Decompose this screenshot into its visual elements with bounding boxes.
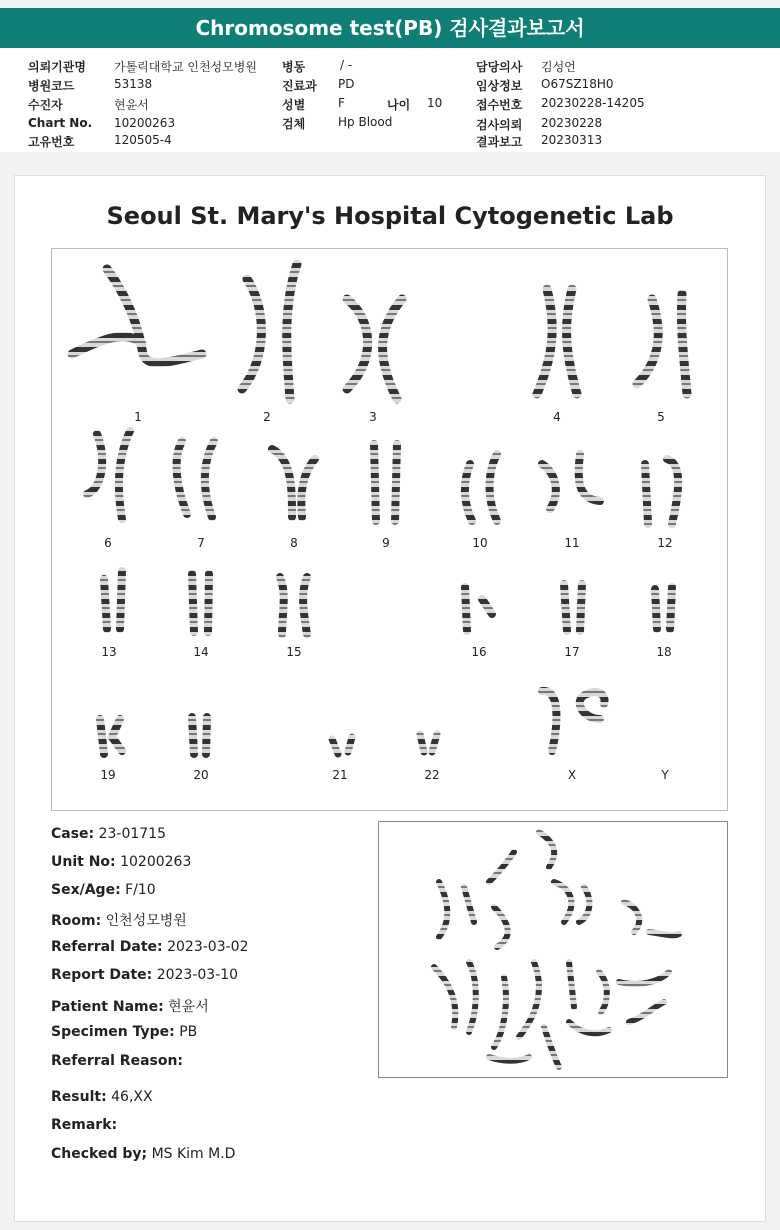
chromosome-pairs [72,264,687,754]
chromosome-label-3: 3 [369,410,377,424]
header-value: 현윤서 [114,98,149,112]
chromosome-label-10: 10 [472,536,488,550]
header-label: 임상정보 [476,79,523,93]
header-value: O67SZ18H0 [541,77,614,91]
chromosome-label-5: 5 [657,410,665,424]
referral-date-value: 2023-03-02 [167,939,249,955]
report-title: Chromosome test(PB) 검사결과보고서 [0,8,780,48]
header-label: 검체 [282,117,306,131]
header-value: 김성언 [541,60,576,74]
specimen-value: PB [179,1024,198,1040]
chromosome-label-13: 13 [101,645,117,659]
report-date-label: Report Date: [51,967,153,983]
chromosome-label-16: 16 [471,645,487,659]
case-label: Case: [51,826,95,842]
chromosome-label-2: 2 [263,410,271,424]
referral-date-label: Referral Date: [51,939,163,955]
chromosome-label-9: 9 [382,536,390,550]
room-value: 인천성모병원 [105,913,187,929]
chromosome-label-4: 4 [553,410,561,424]
header-value: 10200263 [114,116,176,130]
chromosome-label-12: 12 [657,536,673,550]
report-card [14,175,766,1222]
karyogram-figure [52,249,727,810]
specimen-label: Specimen Type: [51,1024,175,1040]
result-value: 46,XX [111,1089,153,1105]
header-value: 20230228-14205 [541,96,645,110]
header-value: 120505-4 [114,133,172,147]
header-label: 고유번호 [28,135,75,149]
header-label: 병원코드 [28,79,75,93]
header-value: F [338,96,345,110]
chromosome-label-x: X [567,768,577,782]
result-label: Result: [51,1089,107,1105]
lab-title: Seoul St. Mary's Hospital Cytogenetic Lab [106,202,674,230]
header-label: 나이 [387,98,411,112]
chromosome-labels [100,410,672,782]
header-label: 담당의사 [476,60,523,74]
header-value: 10 [427,96,443,110]
referral-reason-label: Referral Reason: [51,1053,184,1069]
header-label: 검사의뢰 [476,118,523,132]
header-label: 성별 [282,98,306,112]
report-date-value: 2023-03-10 [156,967,239,983]
metaphase-chromosomes [434,832,679,1067]
metaphase-image [378,821,728,1078]
chromosome-label-17: 17 [564,645,580,659]
case-value: 23-01715 [98,826,167,842]
header-label: 병동 [282,60,306,74]
chromosome-label-14: 14 [193,645,209,659]
checked-by-value: MS Kim M.D [151,1146,236,1162]
chromosome-label-18: 18 [656,645,672,659]
chromosome-label-y: Y [661,768,669,782]
unit-value: 10200263 [120,854,192,870]
unit-label: Unit No: [51,854,116,870]
header-value: / - [340,58,353,72]
chromosome-label-21: 21 [332,768,348,782]
chromosome-label-11: 11 [564,536,580,550]
metaphase-figure [379,822,727,1077]
patient-header [0,48,780,152]
chromosome-label-22: 22 [424,768,440,782]
header-value: 53138 [114,77,153,91]
checked-by-label: Checked by; [51,1146,148,1162]
header-label: 진료과 [282,79,317,93]
chromosome-label-8: 8 [290,536,298,550]
header-value: Hp Blood [338,115,393,129]
header-label: 수진자 [28,98,63,112]
chromosome-label-1: 1 [134,410,142,424]
header-value: 20230313 [541,133,603,147]
header-label: 의뢰기관명 [28,60,86,74]
karyogram [51,248,728,811]
header-label: 접수번호 [476,98,523,112]
patient-name-label: Patient Name: [51,999,164,1015]
header-value: 20230228 [541,116,603,130]
chromosome-label-7: 7 [197,536,205,550]
header-label: Chart No. [28,116,93,130]
header-value: 가톨릭대학교 인천성모병원 [114,60,257,74]
chromosome-label-15: 15 [286,645,302,659]
room-label: Room: [51,913,102,929]
patient-name-value: 현윤서 [168,999,209,1015]
remark-label: Remark: [51,1117,118,1133]
chromosome-label-6: 6 [104,536,112,550]
header-value: PD [338,77,355,91]
sexage-label: Sex/Age: [51,882,121,898]
chromosome-label-19: 19 [100,768,116,782]
chromosome-label-20: 20 [193,768,209,782]
header-label: 결과보고 [476,135,523,149]
sexage-value: F/10 [125,882,156,898]
